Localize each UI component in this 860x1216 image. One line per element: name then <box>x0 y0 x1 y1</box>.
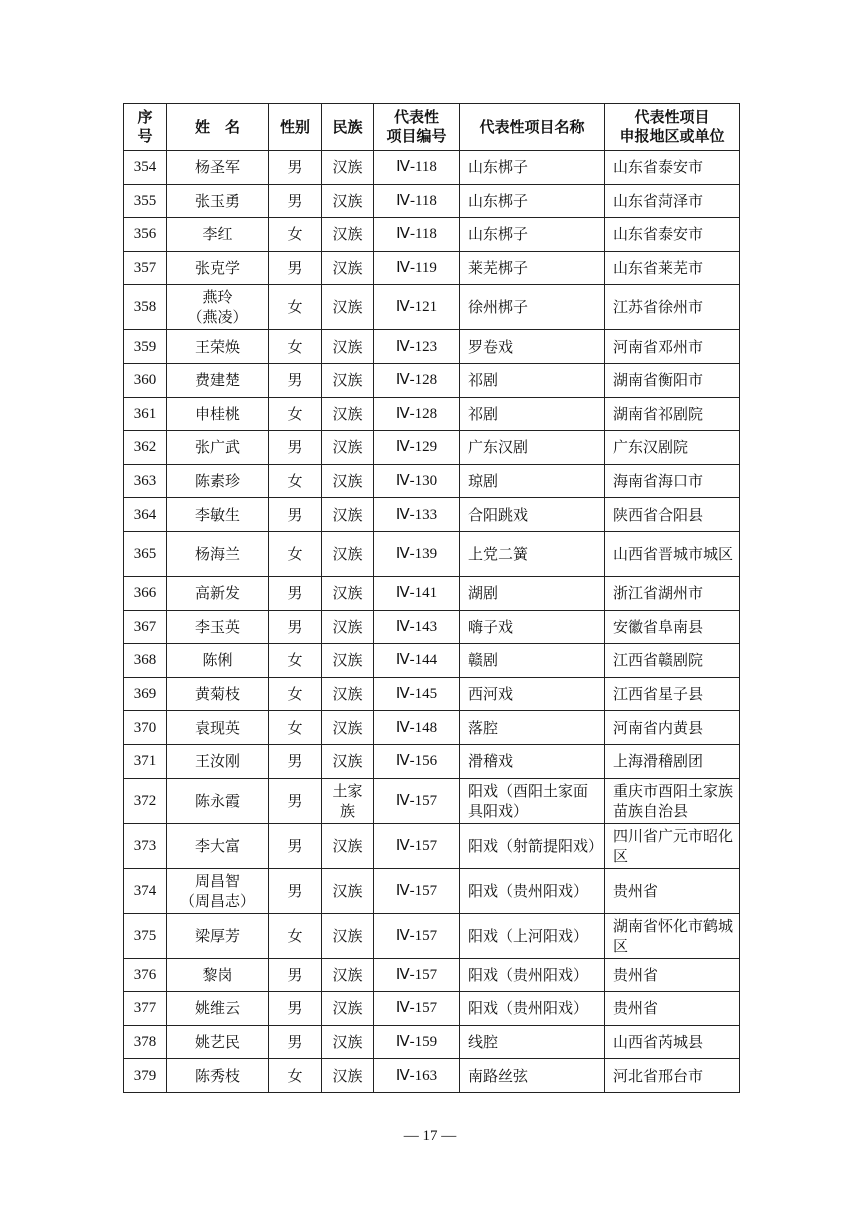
table-row <box>124 576 740 610</box>
cell-name: 王汝刚 <box>167 744 269 778</box>
table-row <box>124 868 740 913</box>
cell-gender: 男 <box>269 363 322 397</box>
cell-region: 四川省广元市昭化区 <box>605 823 740 868</box>
cell-item-code: Ⅳ-159 <box>374 1025 460 1059</box>
cell-item-name: 落腔 <box>460 711 605 745</box>
table-row <box>124 644 740 678</box>
cell-gender: 女 <box>269 464 322 498</box>
cell-ethnicity: 汉族 <box>322 151 374 185</box>
cell-item-code: Ⅳ-118 <box>374 184 460 218</box>
cell-gender: 男 <box>269 744 322 778</box>
cell-seq: 356 <box>124 218 167 252</box>
cell-ethnicity: 汉族 <box>322 285 374 330</box>
cell-name: 杨海兰 <box>167 531 269 576</box>
cell-name: 梁厚芳 <box>167 913 269 958</box>
table-row <box>124 363 740 397</box>
table-row <box>124 330 740 364</box>
cell-seq: 375 <box>124 913 167 958</box>
cell-item-code: Ⅳ-123 <box>374 330 460 364</box>
cell-region: 江西省星子县 <box>605 677 740 711</box>
cell-ethnicity: 汉族 <box>322 744 374 778</box>
cell-name: 陈秀枝 <box>167 1059 269 1093</box>
cell-name: 李敏生 <box>167 498 269 532</box>
table-header-row <box>124 104 740 151</box>
cell-seq: 357 <box>124 251 167 285</box>
cell-ethnicity: 汉族 <box>322 992 374 1026</box>
cell-item-code: Ⅳ-118 <box>374 218 460 252</box>
cell-item-name: 山东梆子 <box>460 184 605 218</box>
cell-item-name: 莱芜梆子 <box>460 251 605 285</box>
cell-region: 山西省芮城县 <box>605 1025 740 1059</box>
table-body <box>124 151 740 1093</box>
table-row <box>124 498 740 532</box>
cell-seq: 369 <box>124 677 167 711</box>
cell-item-code: Ⅳ-163 <box>374 1059 460 1093</box>
cell-region: 山东省泰安市 <box>605 151 740 185</box>
cell-region: 山西省晋城市城区 <box>605 531 740 576</box>
cell-item-code: Ⅳ-143 <box>374 610 460 644</box>
cell-gender: 男 <box>269 151 322 185</box>
table-row <box>124 184 740 218</box>
cell-seq: 373 <box>124 823 167 868</box>
cell-ethnicity: 汉族 <box>322 464 374 498</box>
cell-region: 江西省赣剧院 <box>605 644 740 678</box>
cell-seq: 374 <box>124 868 167 913</box>
cell-gender: 女 <box>269 218 322 252</box>
table-row <box>124 711 740 745</box>
cell-region: 河南省邓州市 <box>605 330 740 364</box>
cell-item-name: 琼剧 <box>460 464 605 498</box>
cell-gender: 女 <box>269 285 322 330</box>
cell-item-code: Ⅳ-148 <box>374 711 460 745</box>
page-number: — 17 — <box>403 1128 457 1144</box>
cell-ethnicity: 汉族 <box>322 1025 374 1059</box>
cell-seq: 370 <box>124 711 167 745</box>
cell-item-name: 山东梆子 <box>460 218 605 252</box>
cell-name: 张广武 <box>167 431 269 465</box>
cell-ethnicity: 汉族 <box>322 913 374 958</box>
inheritors-table <box>123 103 740 1093</box>
cell-gender: 男 <box>269 498 322 532</box>
cell-item-code: Ⅳ-128 <box>374 397 460 431</box>
table-row <box>124 610 740 644</box>
table-row <box>124 823 740 868</box>
cell-seq: 361 <box>124 397 167 431</box>
cell-region: 海南省海口市 <box>605 464 740 498</box>
cell-ethnicity: 汉族 <box>322 251 374 285</box>
table-row <box>124 218 740 252</box>
cell-item-code: Ⅳ-129 <box>374 431 460 465</box>
cell-seq: 379 <box>124 1059 167 1093</box>
table-row <box>124 744 740 778</box>
cell-item-code: Ⅳ-144 <box>374 644 460 678</box>
cell-seq: 355 <box>124 184 167 218</box>
cell-item-name: 合阳跳戏 <box>460 498 605 532</box>
cell-item-name: 线腔 <box>460 1025 605 1059</box>
cell-name: 陈素珍 <box>167 464 269 498</box>
cell-name: 申桂桃 <box>167 397 269 431</box>
cell-gender: 女 <box>269 397 322 431</box>
cell-seq: 371 <box>124 744 167 778</box>
cell-ethnicity: 汉族 <box>322 711 374 745</box>
cell-item-name: 西河戏 <box>460 677 605 711</box>
cell-seq: 363 <box>124 464 167 498</box>
cell-item-code: Ⅳ-157 <box>374 913 460 958</box>
cell-ethnicity: 汉族 <box>322 363 374 397</box>
cell-gender: 男 <box>269 958 322 992</box>
table-row <box>124 958 740 992</box>
cell-region: 山东省菏泽市 <box>605 184 740 218</box>
cell-seq: 368 <box>124 644 167 678</box>
cell-item-name: 广东汉剧 <box>460 431 605 465</box>
cell-seq: 365 <box>124 531 167 576</box>
cell-item-code: Ⅳ-157 <box>374 958 460 992</box>
cell-item-code: Ⅳ-121 <box>374 285 460 330</box>
cell-item-name: 滑稽戏 <box>460 744 605 778</box>
cell-name: 陈俐 <box>167 644 269 678</box>
cell-name: 黎岗 <box>167 958 269 992</box>
cell-name: 姚艺民 <box>167 1025 269 1059</box>
cell-gender: 女 <box>269 330 322 364</box>
cell-region: 山东省泰安市 <box>605 218 740 252</box>
cell-name: 李红 <box>167 218 269 252</box>
cell-gender: 男 <box>269 431 322 465</box>
cell-item-code: Ⅳ-128 <box>374 363 460 397</box>
cell-gender: 男 <box>269 184 322 218</box>
table-row <box>124 251 740 285</box>
cell-item-name: 上党二簧 <box>460 531 605 576</box>
cell-region: 山东省莱芜市 <box>605 251 740 285</box>
table-row <box>124 1025 740 1059</box>
cell-item-name: 祁剧 <box>460 363 605 397</box>
cell-gender: 女 <box>269 644 322 678</box>
cell-gender: 男 <box>269 823 322 868</box>
table-row <box>124 431 740 465</box>
cell-region: 湖南省怀化市鹤城区 <box>605 913 740 958</box>
cell-name: 费建楚 <box>167 363 269 397</box>
cell-name: 黄菊枝 <box>167 677 269 711</box>
cell-gender: 男 <box>269 1025 322 1059</box>
cell-gender: 男 <box>269 992 322 1026</box>
table-row <box>124 531 740 576</box>
table-row <box>124 778 740 823</box>
cell-region: 河北省邢台市 <box>605 1059 740 1093</box>
cell-name: 张克学 <box>167 251 269 285</box>
cell-ethnicity: 汉族 <box>322 868 374 913</box>
table-row <box>124 397 740 431</box>
header-seq: 序 号 <box>124 104 167 151</box>
cell-name: 李玉英 <box>167 610 269 644</box>
cell-name: 周昌智 （周昌志） <box>167 868 269 913</box>
cell-name: 李大富 <box>167 823 269 868</box>
table-row <box>124 677 740 711</box>
cell-item-name: 湖剧 <box>460 576 605 610</box>
cell-seq: 364 <box>124 498 167 532</box>
header-item-name: 代表性项目名称 <box>460 104 605 151</box>
cell-item-code: Ⅳ-119 <box>374 251 460 285</box>
header-gender: 性别 <box>269 104 322 151</box>
table-row <box>124 285 740 330</box>
cell-item-name: 嗨子戏 <box>460 610 605 644</box>
cell-gender: 女 <box>269 1059 322 1093</box>
cell-gender: 女 <box>269 677 322 711</box>
cell-region: 贵州省 <box>605 868 740 913</box>
cell-ethnicity: 汉族 <box>322 431 374 465</box>
header-region: 代表性项目 申报地区或单位 <box>605 104 740 151</box>
header-name: 姓 名 <box>167 104 269 151</box>
cell-region: 江苏省徐州市 <box>605 285 740 330</box>
cell-region: 贵州省 <box>605 958 740 992</box>
table-row <box>124 1059 740 1093</box>
cell-region: 湖南省祁剧院 <box>605 397 740 431</box>
cell-item-code: Ⅳ-145 <box>374 677 460 711</box>
cell-seq: 372 <box>124 778 167 823</box>
cell-seq: 377 <box>124 992 167 1026</box>
cell-ethnicity: 汉族 <box>322 610 374 644</box>
cell-gender: 男 <box>269 868 322 913</box>
cell-ethnicity: 土家 族 <box>322 778 374 823</box>
cell-region: 上海滑稽剧团 <box>605 744 740 778</box>
cell-gender: 女 <box>269 711 322 745</box>
table-row <box>124 913 740 958</box>
cell-item-code: Ⅳ-141 <box>374 576 460 610</box>
cell-name: 姚维云 <box>167 992 269 1026</box>
cell-item-name: 南路丝弦 <box>460 1059 605 1093</box>
cell-item-code: Ⅳ-139 <box>374 531 460 576</box>
cell-item-code: Ⅳ-157 <box>374 868 460 913</box>
cell-item-code: Ⅳ-157 <box>374 823 460 868</box>
cell-item-code: Ⅳ-118 <box>374 151 460 185</box>
cell-item-name: 阳戏（贵州阳戏） <box>460 958 605 992</box>
cell-seq: 359 <box>124 330 167 364</box>
cell-ethnicity: 汉族 <box>322 677 374 711</box>
cell-gender: 女 <box>269 913 322 958</box>
cell-ethnicity: 汉族 <box>322 397 374 431</box>
cell-seq: 367 <box>124 610 167 644</box>
cell-item-code: Ⅳ-156 <box>374 744 460 778</box>
cell-name: 陈永霞 <box>167 778 269 823</box>
cell-item-name: 阳戏（贵州阳戏） <box>460 992 605 1026</box>
table-row <box>124 151 740 185</box>
cell-gender: 男 <box>269 610 322 644</box>
cell-region: 湖南省衡阳市 <box>605 363 740 397</box>
cell-region: 贵州省 <box>605 992 740 1026</box>
cell-region: 安徽省阜南县 <box>605 610 740 644</box>
cell-item-name: 阳戏（上河阳戏） <box>460 913 605 958</box>
cell-name: 高新发 <box>167 576 269 610</box>
cell-item-name: 祁剧 <box>460 397 605 431</box>
cell-seq: 360 <box>124 363 167 397</box>
cell-ethnicity: 汉族 <box>322 184 374 218</box>
cell-gender: 女 <box>269 531 322 576</box>
cell-ethnicity: 汉族 <box>322 576 374 610</box>
cell-ethnicity: 汉族 <box>322 644 374 678</box>
cell-ethnicity: 汉族 <box>322 330 374 364</box>
cell-seq: 376 <box>124 958 167 992</box>
header-ethnicity: 民族 <box>322 104 374 151</box>
cell-region: 广东汉剧院 <box>605 431 740 465</box>
table-row <box>124 992 740 1026</box>
cell-ethnicity: 汉族 <box>322 958 374 992</box>
cell-region: 重庆市酉阳土家族苗族自治县 <box>605 778 740 823</box>
table-row <box>124 464 740 498</box>
cell-seq: 366 <box>124 576 167 610</box>
cell-item-name: 赣剧 <box>460 644 605 678</box>
cell-ethnicity: 汉族 <box>322 823 374 868</box>
cell-name: 袁现英 <box>167 711 269 745</box>
cell-gender: 男 <box>269 778 322 823</box>
cell-item-code: Ⅳ-157 <box>374 992 460 1026</box>
cell-item-name: 阳戏（贵州阳戏） <box>460 868 605 913</box>
cell-seq: 358 <box>124 285 167 330</box>
cell-item-code: Ⅳ-157 <box>374 778 460 823</box>
cell-region: 河南省内黄县 <box>605 711 740 745</box>
cell-item-name: 阳戏（酉阳土家面具阳戏） <box>460 778 605 823</box>
cell-region: 陕西省合阳县 <box>605 498 740 532</box>
cell-ethnicity: 汉族 <box>322 1059 374 1093</box>
cell-seq: 354 <box>124 151 167 185</box>
cell-item-code: Ⅳ-130 <box>374 464 460 498</box>
cell-item-name: 徐州梆子 <box>460 285 605 330</box>
cell-name: 燕玲 （燕凌） <box>167 285 269 330</box>
cell-name: 张玉勇 <box>167 184 269 218</box>
cell-gender: 男 <box>269 576 322 610</box>
cell-item-name: 罗卷戏 <box>460 330 605 364</box>
cell-ethnicity: 汉族 <box>322 531 374 576</box>
cell-ethnicity: 汉族 <box>322 498 374 532</box>
cell-item-code: Ⅳ-133 <box>374 498 460 532</box>
cell-gender: 男 <box>269 251 322 285</box>
cell-ethnicity: 汉族 <box>322 218 374 252</box>
header-item-code: 代表性 项目编号 <box>374 104 460 151</box>
cell-region: 浙江省湖州市 <box>605 576 740 610</box>
cell-name: 王荣焕 <box>167 330 269 364</box>
cell-item-name: 山东梆子 <box>460 151 605 185</box>
cell-name: 杨圣军 <box>167 151 269 185</box>
cell-item-name: 阳戏（射箭提阳戏） <box>460 823 605 868</box>
cell-seq: 362 <box>124 431 167 465</box>
cell-seq: 378 <box>124 1025 167 1059</box>
